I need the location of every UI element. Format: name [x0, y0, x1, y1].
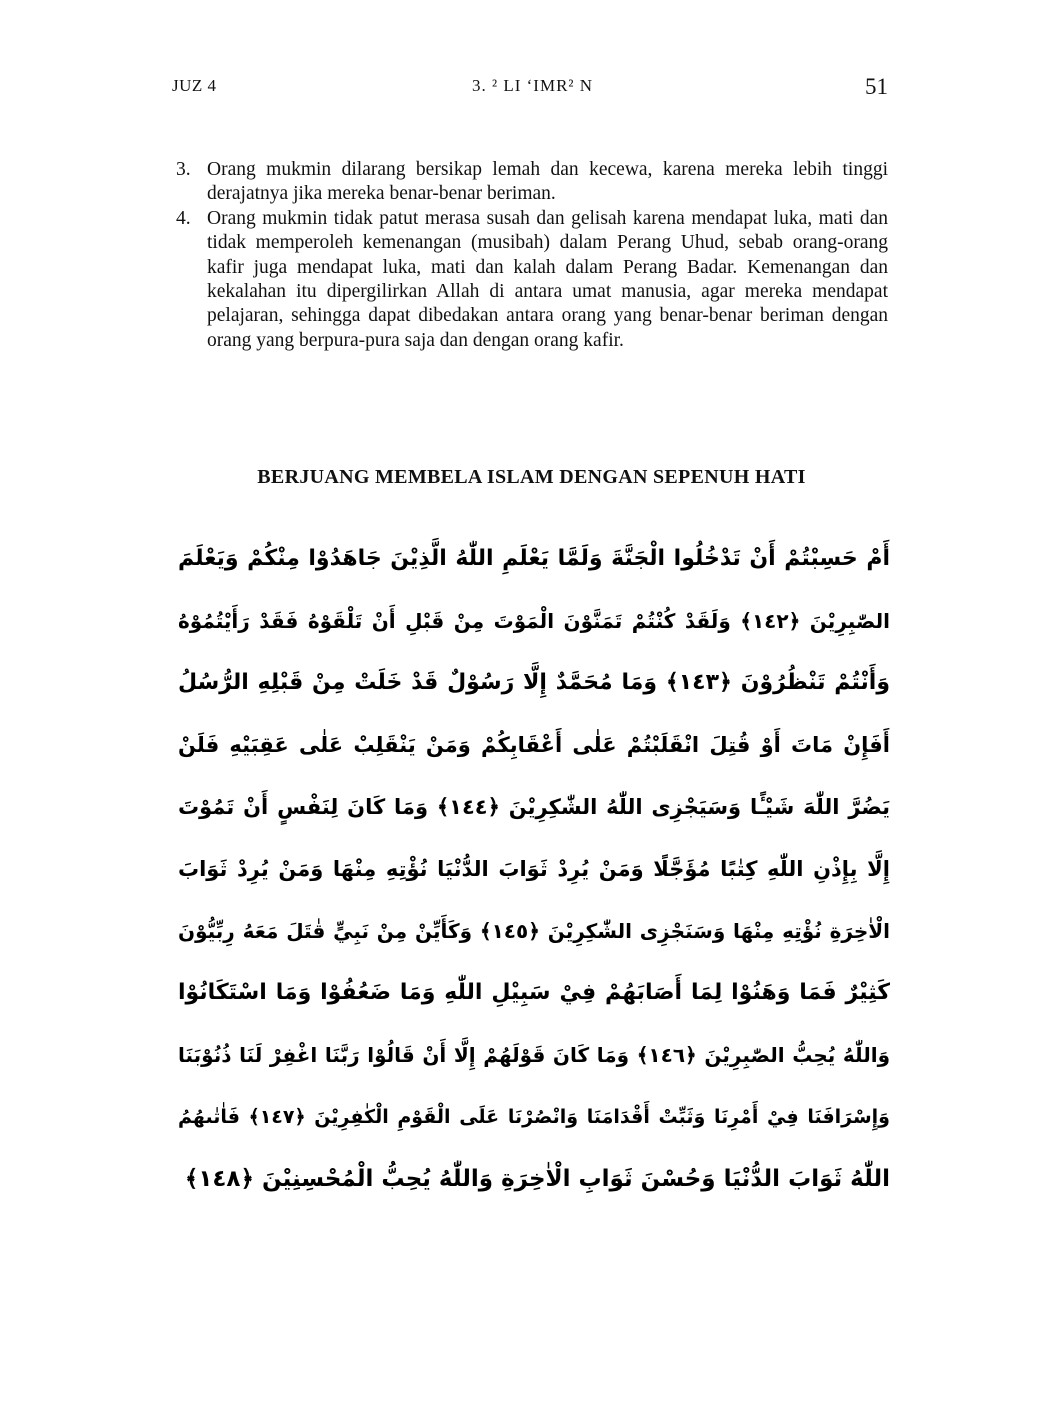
list-item [176, 207, 888, 353]
juz-label: JUZ 4 [172, 76, 217, 95]
verse-line: إِلَّا بِإِذْنِ اللّٰهِ كِتٰبًا مُؤَجَّلًا وَمَنْ يُرِدْ ثَوَابَ الدُّنْيَا نُؤْتِهِ مِنْهَا وَمَنْ يُرِدْ ثَوَابَ [178, 857, 890, 881]
verse-line: يَضُرَّ اللّٰهَ شَيْـًٔا وَسَيَجْزِى اللّٰهُ الشّٰكِرِيْنَ ﴿١٤٤﴾ وَمَا كَانَ لِنَفْسٍ أَنْ تَمُوْتَ [178, 795, 890, 819]
verse-line: وَأَنْتُمْ تَنْظُرُوْنَ ﴿١٤٣﴾ وَمَا مُحَمَّدٌ إِلَّا رَسُوْلٌ قَدْ خَلَتْ مِنْ قَبْلِهِ الرُّسُلُ [178, 670, 890, 695]
surah-title: 3. ² LI ‘IMR² N [472, 76, 594, 95]
verse-line: أَمْ حَسِبْتُمْ أَنْ تَدْخُلُوا الْجَنَّةَ وَلَمَّا يَعْلَمِ اللّٰهُ الَّذِيْنَ جَاهَدُوْا مِنْكُمْ وَيَعْلَمَ [178, 546, 890, 571]
verse-line: أَفَإِنْ مَاتَ أَوْ قُتِلَ انْقَلَبْتُمْ عَلٰى أَعْقَابِكُمْ وَمَنْ يَنْقَلِبْ عَلٰى عَقِبَيْهِ فَلَنْ [178, 733, 890, 757]
verse-line: كَثِيْرٌ فَمَا وَهَنُوْا لِمَا أَصَابَهُمْ فِيْ سَبِيْلِ اللّٰهِ وَمَا ضَعُفُوْا وَمَا اسْتَكَانُوْا [178, 980, 890, 1005]
verse-line: الْاٰخِرَةِ نُؤْتِهِ مِنْهَا وَسَنَجْزِى الشّٰكِرِيْنَ ﴿١٤٥﴾ وَكَأَيِّنْ مِنْ نَبِيٍّ قٰتَلَ مَعَهُ رِبِّيُّوْنَ [178, 919, 890, 943]
verse-line: اللّٰهُ ثَوَابَ الدُّنْيَا وَحُسْنَ ثَوَابِ الْاٰخِرَةِ وَاللّٰهُ يُحِبُّ الْمُحْسِنِيْنَ ﴿١٤٨﴾ [184, 1166, 890, 1192]
verse-line: الصّٰبِرِيْنَ ﴿١٤٢﴾ وَلَقَدْ كُنْتُمْ تَمَنَّوْنَ الْمَوْتَ مِنْ قَبْلِ أَنْ تَلْقَوْهُ فَقَدْ رَأَيْتُمُوْهُ [178, 609, 890, 633]
verse-line: وَاللّٰهُ يُحِبُّ الصّٰبِرِيْنَ ﴿١٤٦﴾ وَمَا كَانَ قَوْلَهُمْ إِلَّا أَنْ قَالُوْا رَبَّنَا اغْفِرْ لَنَا ذُنُوْبَنَا [178, 1043, 890, 1067]
quran-verses-block [178, 528, 890, 1208]
numbered-points [176, 158, 888, 353]
point-text: Orang mukmin tidak patut merasa susah dan gelisah karena mendapat luka, mati dan tidak memperoleh kemenangan (musibah) dalam Perang Uhud, sebab orang-orang kafir juga mendapat luka, mati dan kalah dalam Perang Badar. Kemenangan dan kekalahan itu dipergilirkan Allah di antara umat manusia, agar mereka mendapat pelajaran, sehingga dapat dibedakan antara orang yang benar-benar beriman dengan orang yang berpura-pura saja dan dengan orang kafir. [207, 207, 888, 351]
list-item [176, 158, 888, 207]
point-number: 4. [176, 207, 191, 229]
page-number: 51 [865, 74, 888, 99]
point-number: 3. [176, 159, 191, 180]
running-header [172, 70, 888, 106]
verse-line: وَإِسْرَافَنَا فِيْ أَمْرِنَا وَثَبِّتْ أَقْدَامَنَا وَانْصُرْنَا عَلَى الْقَوْمِ الْكٰفِرِيْنَ ﴿١٤٧﴾ فَاٰتٰىهُمُ [178, 1106, 890, 1128]
point-text: Orang mukmin dilarang bersikap lemah dan kecewa, karena mereka lebih tinggi derajatnya jika mereka benar-benar beriman. [207, 159, 888, 205]
section-title: BERJUANG MEMBELA ISLAM DENGAN SEPENUH HATI [257, 466, 806, 488]
